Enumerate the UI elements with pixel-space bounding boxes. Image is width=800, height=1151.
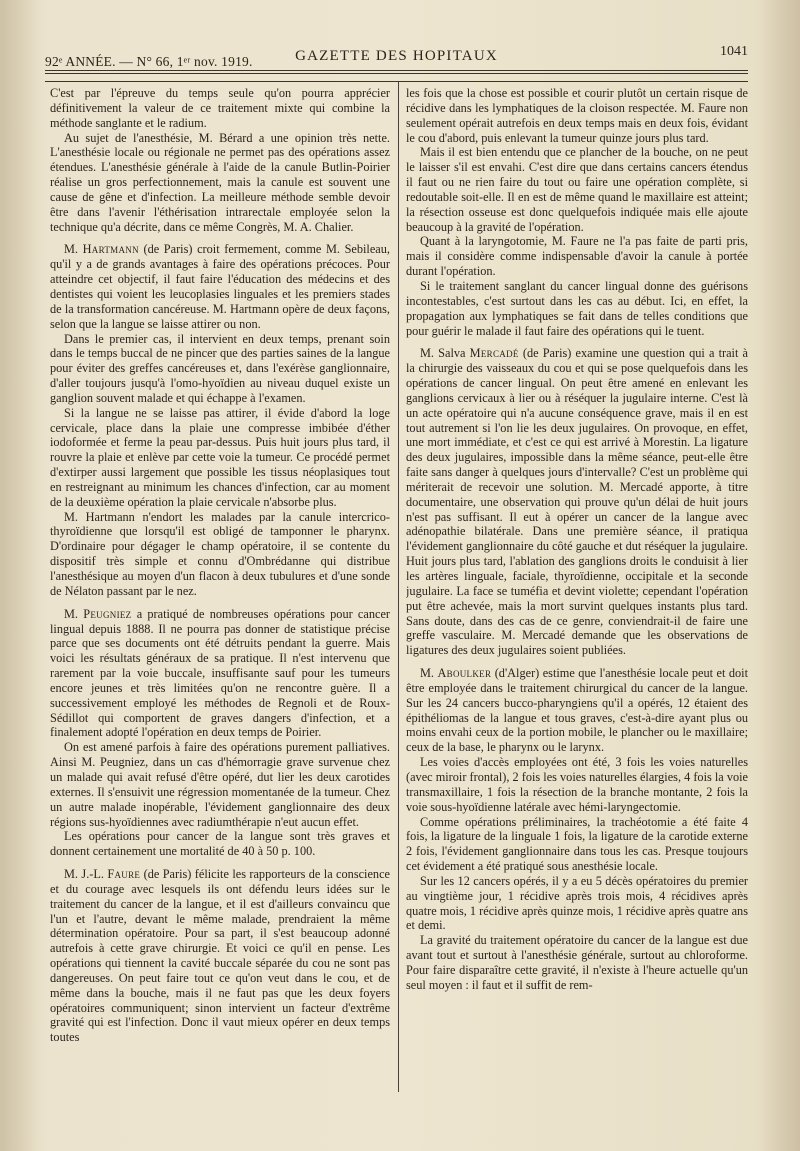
page-edge-shadow-right bbox=[760, 0, 800, 1151]
paragraph: Les voies d'accès employées ont été, 3 fois les voies naturelles (avec miroir frontal), 2 fois les voies naturelles élargies, 4 fois la voie transmaxillaire, 1 fois la résection de la branche montante, 2 fois la voie sous-hyoïdienne latérale avec hémi-laryngectomie. bbox=[406, 755, 748, 814]
paragraph: Au sujet de l'anesthésie, M. Bérard a une opinion très nette. L'anesthésie locale ou régionale ne permet pas des opérations assez étendues. L'anesthésie générale à l'aide de la canule Butlin-Poirier réalise un gros perfectionnement, mais la canule est souvent une cause de gêne et d'infection. La meilleure méthode semble devoir être dans l'avenir l'éthérisation intrarectale employée selon la technique qu'a décrite, dans ce même Congrès, M. A. Chalier. bbox=[50, 130, 390, 234]
page-number: 1041 bbox=[720, 44, 748, 59]
paragraph: La gravité du traitement opératoire du cancer de la langue est due avant tout et surtout à l'anesthésie générale, surtout au chloroforme. Pour faire disparaître cette gravité, il n'existe à l'heure actuelle qu'un seul moyen : il faut et il suffit de rem- bbox=[406, 933, 748, 992]
paragraph: Sur les 12 cancers opérés, il y a eu 5 décès opératoires du premier au vingtième jour, 1 récidive après trois mois, 4 récidives après quatre mois, 1 récidive après quinze mois, 1 récidive après quatre ans et demi. bbox=[406, 873, 748, 933]
paragraph: Comme opérations préliminaires, la trachéotomie a été faite 4 fois, la ligature de la linguale 1 fois, la ligature de la carotide externe 2 fois, l'évidement ganglionnaire dans tous les cas. Presque toujours cet évidement a été pratiqué sous anesthésie locale. bbox=[406, 814, 748, 874]
speaker-prefix: M. bbox=[64, 606, 84, 621]
speaker-prefix: M. Salva bbox=[420, 346, 470, 361]
speaker-prefix: M. bbox=[64, 242, 83, 257]
page-edge-shadow-left bbox=[0, 0, 40, 1151]
paragraph: On est amené parfois à faire des opérations purement palliatives. Ainsi M. Peugniez, dans un cas d'hémorragie grave survenue chez un malade qui avait refusé d'être opéré, dut lier les deux carotides externes. Il s'ensuivit une régression momentanée de la tumeur. Chez un autre malade inopérable, l'évidement ganglionnaire des deux régions sus-hyoïdiennes avec radiumthérapie n'eut aucun effet. bbox=[50, 740, 390, 829]
speaker-name: Hartmann bbox=[82, 242, 139, 257]
paragraph: Mais il est bien entendu que ce plancher de la bouche, on ne peut le laisser s'il est envahi. C'est dire que dans certains cancers étendus il faut ou ne rien faire du tout ou faire une opération complète, si redoutable soit-elle. Il en est de même quand le maxillaire est atteint; la résection osseuse est donc quelquefois indiquée mais elle ajoute beaucoup à la gravité de l'opération. bbox=[406, 145, 748, 234]
paragraph: M. Hartmann n'endort les malades par la canule intercrico-thyroïdienne que lorsqu'il est obligé de tamponner le pharynx. D'ordinaire pour dégager le champ opératoire, il se contente du dispositif très simple et connu d'Ombrédanne qui distribue l'anesthésique au moyen d'un flacon à deux tubulures et d'une sonde de Nélaton passant par le nez. bbox=[50, 509, 390, 598]
speaker-paragraph bbox=[50, 867, 390, 1045]
right-column bbox=[406, 86, 748, 1101]
paragraph: Quant à la laryngotomie, M. Faure ne l'a pas faite de parti pris, mais il considère comme indispensable d'avoir la canule à portée durant l'opération. bbox=[406, 234, 748, 279]
issue-info: 92ᵉ ANNÉE. — N° 66, 1ᵉʳ nov. 1919. bbox=[45, 54, 253, 69]
speaker-prefix: M. bbox=[420, 666, 438, 681]
speaker-prefix: M. J.-L. bbox=[64, 867, 108, 882]
paragraph-text: (de Paris) examine une question qui a trait à la chirurgie des vaisseaux du cou et qui se pose quelquefois dans les opérations de cancer lingual. On peut être amené en enlevant les ganglions cervicaux à lier ou à réséquer la jugulaire interne. C'est là un acte opératoire qui n'a aucune conséquence grave, mais il en est tout autrement si l'on lie les deux jugulaires. On provoque, en effet, une mort immédiate, et c'est ce qui est arrivé à Morestin. La ligature des deux jugulaires, impossible dans la même séance, peut-elle être faite sans danger à quelques jours d'intervalle? C'est un problème qui mériterait de recevoir une solution. M. Mercadé apporte, à titre documentaire, une observation qui prouve qu'un délai de huit jours n'est pas suffisant. Il eut à opérer un cancer de la langue avec adénopathie bilatérale. Dans une première séance, il pratiqua l'évidement ganglionnaire du côté gauche et dut réséquer la jugulaire. Huit jours plus tard, l'ablation des ganglions droits le conduisit à lier les artères linguale, faciale, thyroïdienne, occipitale et la seconde jugulaire. La face se tuméfia et devint violette; cependant l'opération put être achevée, mais la mort survint quelques instants plus tard. Sans doute, dans des cas de ce genre, conviendrait-il de faire une greffe vasculaire. M. Mercadé demande que les observations de ligatures des deux jugulaires soient publiées. bbox=[406, 346, 748, 658]
speaker-name: Aboulker bbox=[437, 666, 492, 681]
paragraph: Les opérations pour cancer de la langue sont très graves et donnent certainement une mortalité de 40 à 50 p. 100. bbox=[50, 829, 390, 859]
speaker-paragraph bbox=[50, 242, 390, 331]
header-rule bbox=[45, 70, 748, 71]
paragraph-text: (de Paris) félicite les rapporteurs de la conscience et du courage avec lesquels ils ont défendu leurs idées sur le traitement du cancer de la langue, et il est d'ailleurs convaincu que l'un et l'autre, devant le même malade, prendraient la même détermination opératoire. Pour sa part, il s'est beaucoup adonné autrefois à cette grave chirurgie. Et voici ce qu'il en pense. Les opérations qui tiennent la cavité buccale séparée du cou ne sont pas dangereuses. On peut faire tout ce qu'on veut dans le cou, et de même dans la bouche, mais il ne faut pas que les deux foyers opératoires communiquent; sinon intervient un facteur d'extrême gravité qui est l'infection. Donc il vaut mieux opérer en deux temps toutes bbox=[50, 867, 390, 1045]
left-column bbox=[50, 86, 390, 1101]
speaker-name: Mercadé bbox=[469, 346, 519, 361]
journal-title: GAZETTE DES HOPITAUX bbox=[295, 48, 498, 64]
running-header bbox=[45, 44, 748, 70]
paragraph-text: a pratiqué de nombreuses opérations pour cancer lingual depuis 1888. Il ne pourra pas donner de statistique précise parce que ses documents ont été détruits pendant la guerre. Mais voici les résultats généraux de sa pratique. Il n'est intervenu que rarement par la voie buccale, insuffisante sauf pour les tumeurs encore jeunes et très limitées qu'on ne rencontre guère. Il a successivement employé les méthodes de Regnoli et de Roux-Sédillot qui comportent de graves dangers d'infection, et a finalement adopté l'opération en deux temps de Poirier. bbox=[50, 606, 390, 740]
speaker-paragraph bbox=[406, 346, 748, 658]
paragraph: Si le traitement sanglant du cancer lingual donne des guérisons incontestables, c'est surtout dans les cas au début. Ici, en effet, la propagation aux lymphatiques se fait dans de telles conditions que pour guérir le malade il faut faire des opérations qui le tuent. bbox=[406, 278, 748, 338]
speaker-paragraph bbox=[50, 607, 390, 741]
paragraph: Si la langue ne se laisse pas attirer, il évide d'abord la loge cervicale, place dans la plaie une compresse imbibée d'éther iodoformée et ferme la peau par-dessus. Puis huit jours plus tard, il rouvre la plaie et enlève par cette voie la tumeur. Ce procédé permet d'extirper aussi largement que possible les tissus néoplasiques tout en restreignant au minimum les chances d'infection, car au moment de la deuxième opération la plaie cervicale n'absorbe plus. bbox=[50, 405, 390, 509]
paragraph-text: (de Paris) croit fermement, comme M. Sebileau, qu'il y a de grands avantages à faire des opérations précoces. Pour atteindre cet objectif, il faut faire l'éducation des médecins et des dentistes qui voient les leucoplasies linguales et les premiers stades de la transformation cancéreuse. M. Hartmann opère de deux façons, selon que la langue se laisse attirer ou non. bbox=[50, 242, 390, 331]
paragraph: Dans le premier cas, il intervient en deux temps, prenant soin dans le temps buccal de ne pincer que des parties saines de la langue pour éviter des greffes cancéreuses et, dans l'exérèse ganglionnaire, d'aller toujours jusqu'à l'omo-hyoïdien au niveau duquel existe un ganglion souvent malade et qui échappe à l'examen. bbox=[50, 331, 390, 405]
paragraph-text: (d'Alger) estime que l'anesthésie locale peut et doit être employée dans le traitement chirurgical du cancer de la langue. Sur les 24 cancers bucco-pharyngiens qu'il a opérés, 12 étaient des épithéliomas de la langue et tous graves, c'est-à-dire ayant plus ou moins envahi ceux de la portion mobile, le plancher ou le maxillaire; ceux de la base, le pharynx ou le larynx. bbox=[406, 666, 748, 755]
paragraph: les fois que la chose est possible et courir plutôt un certain risque de récidive dans les lymphatiques de la cloison respectée. M. Faure non seulement opérait autrefois en deux temps mais en deux fois, évidant le cou d'abord, puis enlevant la tumeur quinze jours plus tard. bbox=[406, 86, 748, 145]
speaker-name: Peugniez bbox=[83, 606, 132, 621]
header-rule-double bbox=[45, 73, 748, 74]
column-divider bbox=[398, 82, 399, 1092]
header-rule-lower bbox=[45, 81, 748, 82]
speaker-name: Faure bbox=[107, 867, 141, 882]
paragraph: C'est par l'épreuve du temps seule qu'on pourra apprécier définitivement la valeur de ce traitement mixte qui combine la méthode sanglante et le radium. bbox=[50, 86, 390, 130]
speaker-paragraph bbox=[406, 666, 748, 755]
